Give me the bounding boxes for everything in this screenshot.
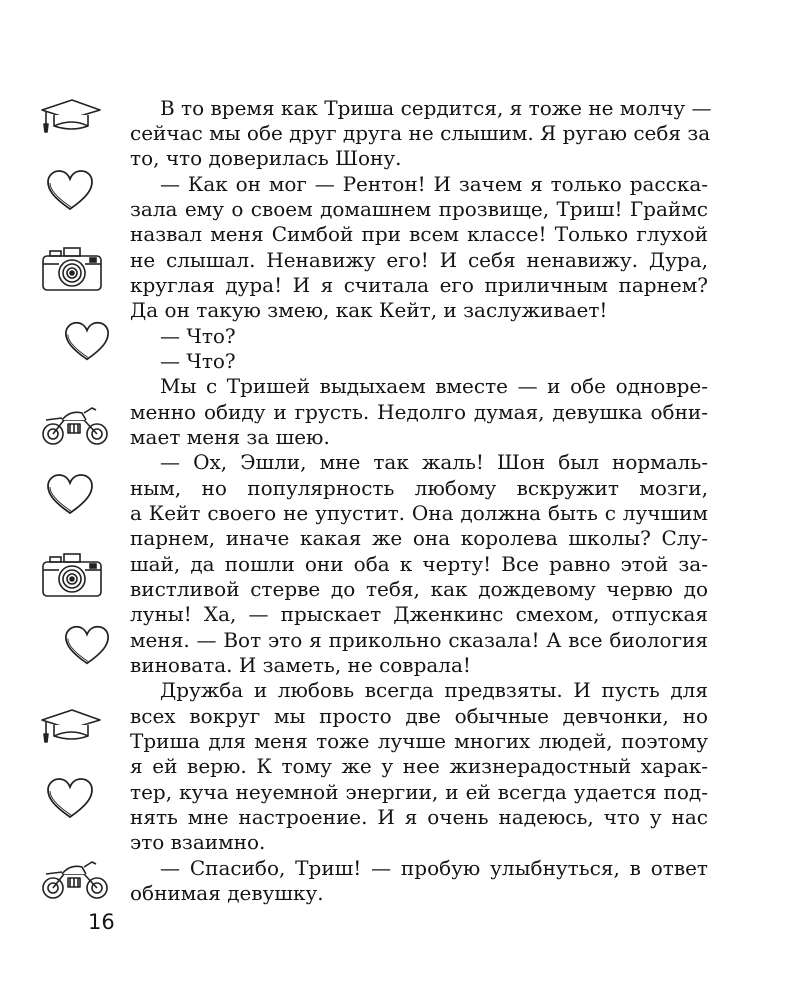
text-line: — Как он мог — Рентон! И зачем я только расска- (160, 172, 708, 196)
text-line: не слышал. Ненавижу его! И себя ненавижу. Дура, (130, 248, 708, 272)
text-line: а Кейт своего не упустит. Она должна быть с лучшим (130, 501, 708, 525)
text-line: вистливой стерве до тебя, как дождевому червю до (130, 577, 708, 601)
text-line: Мы с Тришей выдыхаем вместе — и обе одновре- (160, 374, 708, 398)
text-line: — Ох, Эшли, мне так жаль! Шон был нормаль- (160, 450, 708, 474)
text-line: нять мне настроение. И я очень надеюсь, что у нас (130, 805, 708, 829)
text-line: шай, да пошли они оба к черту! Все равно этой за- (130, 552, 708, 576)
graduation-cap-icon (38, 88, 102, 142)
text-line: менно обиду и грусть. Недолго думая, девушка обни- (130, 400, 708, 424)
text-line: зала ему о своем домашнем прозвище, Триш! Граймс (130, 197, 708, 221)
text-line: виновата. И заметь, не соврала! (130, 653, 471, 677)
text-line: — Что? (160, 349, 236, 373)
text-line: — Что? (160, 324, 236, 348)
text-line: В то время как Триша сердится, я тоже не молчу — (160, 96, 712, 120)
text-line: это взаимно. (130, 830, 266, 854)
text-line: назвал меня Симбой при всем классе! Только глухой (130, 222, 708, 246)
text-line: тер, куча неуемной энергии, и ей всегда удается под- (130, 780, 708, 804)
text-line: — Спасибо, Триш! — пробую улыбнуться, в ответ (160, 856, 708, 880)
page-number: 16 (88, 910, 115, 934)
text-line: Да он такую змею, как Кейт, и заслуживает! (130, 298, 608, 322)
text-line: луны! Ха, — прыскает Дженкинс смехом, отпуская (130, 602, 708, 626)
text-line: ным, но популярность любому вскружит мозги, (130, 476, 708, 500)
heart-icon (44, 470, 96, 520)
text-line: всех вокруг мы просто две обычные девчонки, но (130, 704, 708, 728)
text-line: я ей верю. К тому же у нее жизнерадостный харак- (130, 754, 708, 778)
text-line: меня. — Вот это я прикольно сказала! А все биология (130, 628, 708, 652)
motorcycle-icon (40, 398, 110, 450)
heart-icon (44, 166, 96, 216)
heart-icon (62, 622, 112, 670)
camera-icon (40, 242, 104, 296)
text-line: Триша для меня тоже лучше многих людей, поэтому (130, 729, 708, 753)
text-line: сейчас мы обе друг друга не слышим. Я ругаю себя за (130, 121, 711, 145)
text-line: Дружба и любовь всегда предвзяты. И пусть для (160, 678, 708, 702)
graduation-cap-icon (38, 698, 102, 752)
text-line: парнем, иначе какая же она королева школы? Слу- (130, 526, 708, 550)
camera-icon (40, 548, 104, 602)
text-line: обнимая девушку. (130, 881, 324, 905)
text-line: мает меня за шею. (130, 425, 330, 449)
heart-icon (44, 774, 96, 824)
text-line: то, что доверилась Шону. (130, 146, 402, 170)
heart-icon (62, 318, 112, 366)
text-line: круглая дура! И я считала его приличным парнем? (130, 273, 708, 297)
motorcycle-icon (40, 852, 110, 904)
